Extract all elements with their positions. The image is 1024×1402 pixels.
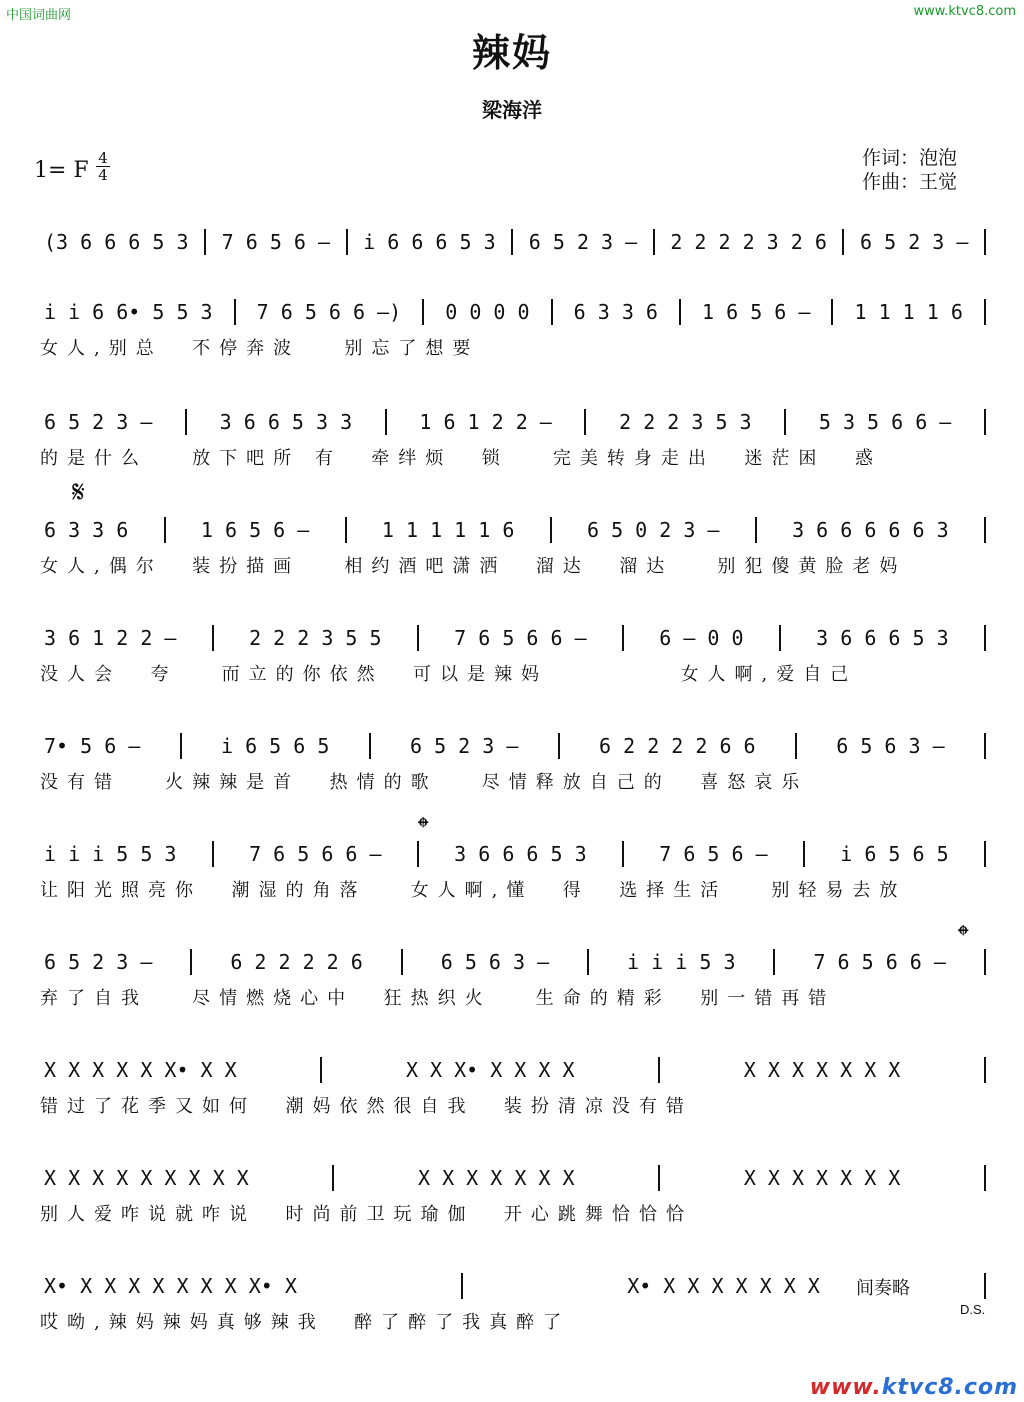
measure: 2 2 2 3 5 3: [619, 410, 752, 434]
barline: [422, 299, 424, 325]
lyricist-credit: 作词：泡泡: [862, 147, 958, 169]
measure: i i i 5 5 3: [44, 842, 177, 866]
barline: [658, 1057, 660, 1083]
barline: [558, 733, 560, 759]
measure: 1 6 5 6 –: [702, 300, 811, 324]
measure: i i 6 6• 5 5 3: [44, 300, 213, 324]
barline: [346, 229, 348, 255]
barline: [984, 625, 986, 651]
barline: [164, 517, 166, 543]
site-name-left: 中国词曲网: [6, 8, 72, 23]
measure: 1 1 1 1 6: [854, 300, 963, 324]
notes-line: [40, 516, 986, 544]
barline: [984, 409, 986, 435]
lyrics-line: 的是什么 放下吧所 有 牵绊烦 锁 完美转身走出 迷茫困 惑: [40, 448, 882, 469]
notes-line: [40, 1056, 986, 1084]
lyrics-line: 让阳光照亮你 潮湿的角落 女人啊,懂 得 选择生活 别轻易去放: [40, 880, 907, 901]
barline: [385, 409, 387, 435]
measure: 3 6 6 6 6 6 3: [792, 518, 949, 542]
watermark-part-a: www.: [809, 1375, 882, 1400]
measure: i 6 5 6 5: [220, 734, 330, 758]
measure: 1 6 5 6 –: [200, 518, 310, 542]
notes-line: [40, 298, 986, 326]
measure: 7 6 5 6 –: [659, 842, 768, 866]
barline: [679, 299, 681, 325]
measure: 3 6 6 6 5 3: [454, 842, 587, 866]
singer-name: 梁海洋: [482, 98, 542, 122]
measure: 6 5 2 3 –: [44, 410, 153, 434]
notes-line: [40, 1272, 986, 1300]
barline: [984, 229, 986, 255]
barline: [204, 229, 206, 255]
segno-sign: 𝄋: [72, 475, 85, 510]
measure: 0 0 0 0: [445, 300, 530, 324]
interlude-note: 间奏略: [856, 1278, 910, 1299]
measure: i 6 6 6 5 3: [363, 230, 496, 254]
measure: X X X X X X X: [417, 1166, 575, 1190]
barline: [784, 409, 786, 435]
barline: [658, 1165, 660, 1191]
time-signature: [94, 150, 112, 183]
measure: 7 6 5 6 –: [221, 230, 331, 254]
ds-label: D.S.: [960, 1302, 986, 1317]
barline: [180, 733, 182, 759]
barline: [417, 625, 419, 651]
measure: 6 5 2 3 –: [860, 230, 969, 254]
site-url-right: www.ktvc8.com: [913, 4, 1016, 19]
lyrics-line: 错过了花季又如何 潮妈依然很自我 装扮清凉没有错: [40, 1096, 693, 1117]
measure: X X X X X X X X X: [44, 1166, 249, 1190]
measure: 7 6 5 6 6 –: [249, 842, 382, 866]
measure: 7 6 5 6 6 –): [256, 300, 402, 324]
measure: 6 – 0 0: [659, 626, 744, 650]
measure: 6 5 2 3 –: [528, 230, 638, 254]
notes-line: [40, 840, 986, 868]
measure: i i i 5 3: [627, 950, 736, 974]
lyrics-line: 弃了自我 尽情燃烧心中 狂热织火 生命的精彩 别一错再错: [40, 988, 836, 1009]
barline: [622, 841, 624, 867]
barline: [332, 1165, 334, 1191]
measure: (3 6 6 6 5 3: [44, 230, 189, 254]
measure: 6 2 2 2 2 6 6: [599, 734, 756, 758]
measure: 6 5 6 3 –: [836, 734, 945, 758]
notes-line: [40, 948, 986, 976]
measure: 7 6 5 6 6 –: [813, 950, 946, 974]
barline: [984, 1057, 986, 1083]
measure: 5 3 5 6 6 –: [818, 410, 952, 434]
barline: [984, 1273, 986, 1299]
notes-line: [40, 624, 986, 652]
barline: [212, 841, 214, 867]
barline: [401, 949, 403, 975]
watermark: [810, 1375, 1018, 1400]
lyrics-line: 没有错 火辣辣是首 热情的歌 尽情释放自己的 喜怒哀乐: [40, 772, 809, 793]
barline: [622, 625, 624, 651]
lyrics-line: 女人,别总 不停奔波 别忘了想要: [40, 338, 480, 359]
composer-credit: 作曲：王觉: [862, 171, 958, 193]
barline: [755, 517, 757, 543]
notes-line: [40, 228, 986, 256]
barline: [234, 299, 236, 325]
barline: [773, 949, 775, 975]
measure: 2 2 2 2 3 2 6: [670, 230, 827, 254]
credits: [862, 146, 957, 194]
lyrics-line: 别人爱咋说就咋说 时尚前卫玩瑜伽 开心跳舞恰恰恰: [40, 1204, 693, 1225]
measure: X X X• X X X X: [405, 1058, 575, 1082]
barline: [345, 517, 347, 543]
measure: i 6 5 6 5: [840, 842, 949, 866]
coda-sign-2: 𝄌: [958, 919, 969, 954]
barline: [795, 733, 797, 759]
barline: [803, 841, 805, 867]
notes-line: [40, 1164, 986, 1192]
barline: [984, 841, 986, 867]
measure: 3 6 1 2 2 –: [44, 626, 177, 650]
barline: [984, 1165, 986, 1191]
barline: [842, 229, 844, 255]
notes-line: [40, 408, 986, 436]
barline: [779, 625, 781, 651]
barline: [584, 409, 586, 435]
time-signature-bottom: 4: [98, 166, 108, 184]
barline: [511, 229, 513, 255]
measure: X• X X X X X X X: [627, 1274, 820, 1298]
measure: X X X X X X X: [743, 1058, 901, 1082]
measure: 6 5 2 3 –: [44, 950, 153, 974]
measure: 6 3 3 6: [44, 518, 129, 542]
measure: X X X X X X X: [743, 1166, 901, 1190]
barline: [984, 733, 986, 759]
measure: 7• 5 6 –: [44, 734, 141, 758]
measure: 6 2 2 2 2 6: [230, 950, 363, 974]
barline: [461, 1273, 463, 1299]
barline: [320, 1057, 322, 1083]
lyrics-line: 女人,偶尔 装扮描画 相约酒吧潇洒 溜达 溜达 别犯傻黄脸老妈: [40, 556, 907, 577]
barline: [984, 517, 986, 543]
notes-line: [40, 732, 986, 760]
barline: [190, 949, 192, 975]
key-signature: 1= F: [34, 158, 89, 183]
measure: 7 6 5 6 6 –: [454, 626, 587, 650]
measure: 3 6 6 5 3 3: [219, 410, 353, 434]
measure: 1 6 1 2 2 –: [419, 410, 552, 434]
barline: [212, 625, 214, 651]
barline: [551, 299, 553, 325]
barline: [587, 949, 589, 975]
measure: X• X X X X X X X X• X: [44, 1274, 297, 1298]
barline: [550, 517, 552, 543]
barline: [369, 733, 371, 759]
barline: [185, 409, 187, 435]
measure: 6 5 2 3 –: [410, 734, 519, 758]
lyrics-line: 哎呦,辣妈辣妈真够辣我 醉了醉了我真醉了: [40, 1312, 571, 1333]
measure: 6 5 0 2 3 –: [587, 518, 720, 542]
measure: 6 5 6 3 –: [440, 950, 550, 974]
barline: [984, 949, 986, 975]
song-title: 辣妈: [471, 30, 552, 75]
watermark-part-b: ktvc8.com: [881, 1375, 1018, 1400]
barline: [984, 299, 986, 325]
measure: 2 2 2 3 5 5: [249, 626, 382, 650]
measure: 6 3 3 6: [573, 300, 658, 324]
barline: [653, 229, 655, 255]
barline: [831, 299, 833, 325]
measure: 1 1 1 1 1 6: [381, 518, 515, 542]
coda-sign-1: 𝄌: [418, 811, 429, 846]
time-signature-top: 4: [98, 149, 108, 167]
lyrics-line: 没人会 夸 而立的你依然 可以是辣妈 女人啊,爱自己: [40, 664, 858, 685]
measure: 3 6 6 6 5 3: [816, 626, 949, 650]
measure: X X X X X X• X X: [44, 1058, 237, 1082]
